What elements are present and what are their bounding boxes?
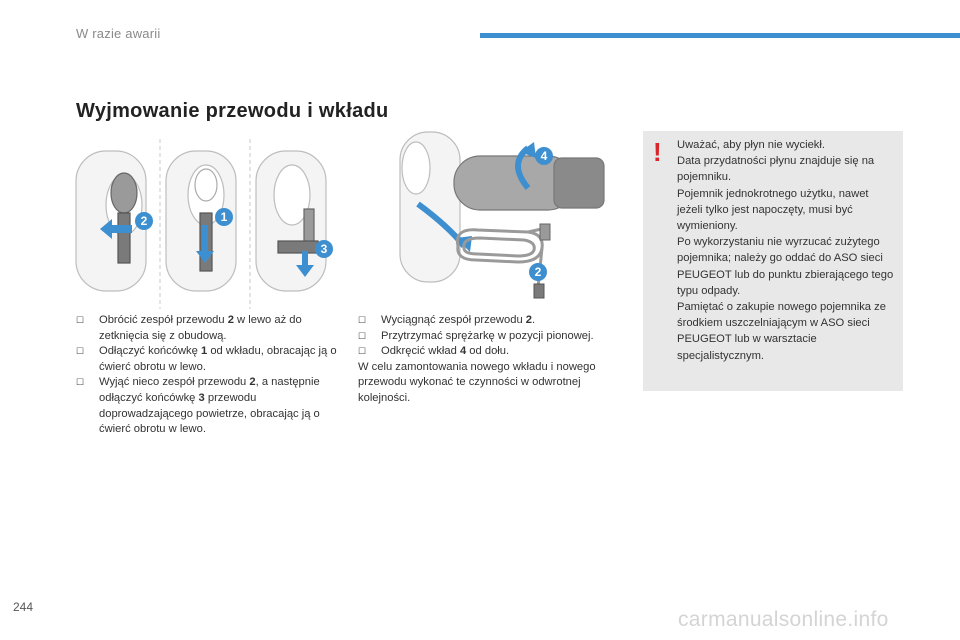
header-accent-bar — [480, 33, 960, 38]
step-item: ☐ Przytrzymać sprężarkę w pozycji pionowej. — [358, 329, 628, 345]
watermark: carmanualsonline.info — [678, 608, 889, 631]
callout-2-mid: 2 — [534, 265, 542, 279]
warning-icon: ! — [653, 137, 662, 167]
callout-1: 1 — [220, 210, 228, 224]
checkbox-icon: ☐ — [76, 315, 85, 325]
reassembly-note: W celu zamontowania nowego wkładu i nowego przewodu wykonać te czynności w odwrotnej kolejności. — [358, 360, 596, 404]
callout-4: 4 — [540, 149, 548, 163]
hose-removal-illustration — [74, 133, 346, 313]
warning-paragraph: Data przydatności płynu znajduje się na pojemniku. — [677, 155, 875, 184]
warning-paragraph: Po wykorzystaniu nie wyrzucać zużytego pojemnika; należy go oddać do ASO sieci PEUGEOT lub do punktu zbierającego tego typu odpady. — [677, 236, 894, 297]
step-item: ☐ Obrócić zespół przewodu 2 w lewo aż do zetknięcia się z obudową. — [76, 314, 302, 342]
warning-paragraph: Uważać, aby płyn nie wyciekł. — [677, 139, 825, 151]
warning-text — [677, 137, 897, 364]
checkbox-icon: ☐ — [358, 346, 367, 357]
page-title: Wyjmowanie przewodu i wkładu — [76, 100, 389, 122]
checkbox-icon: ☐ — [76, 346, 85, 357]
step-item: ☐ Odłączyć końcówkę 1 od wkładu, obracając ją o ćwierć obrotu w lewo. — [76, 345, 337, 373]
step-item: ☐ Wyjąć nieco zespół przewodu 2, a następnie odłączyć końcówkę 3 przewodu doprowadzającego powietrze, obracając ją o ćwierć obrotu w lewo. — [76, 376, 320, 436]
callout-3: 3 — [320, 242, 328, 256]
step-item: ☐ Odkręcić wkład 4 od dołu. — [358, 344, 628, 360]
callout-2-left: 2 — [140, 214, 148, 228]
step-item: ☐ Wyciągnąć zespół przewodu 2. — [358, 313, 628, 329]
section-name: W razie awarii — [76, 26, 161, 41]
warning-paragraph: Pamiętać o zakupie nowego pojemnika ze środkiem uszczelniającym w ASO sieci PEUGEOT lub w warsztacie specjalistycznym. — [677, 301, 886, 362]
checkbox-icon: ☐ — [358, 315, 367, 325]
checkbox-icon: ☐ — [358, 330, 367, 341]
steps-mid — [358, 313, 628, 407]
page-number: 244 — [13, 600, 34, 614]
checkbox-icon: ☐ — [76, 377, 85, 388]
warning-paragraph: Pojemnik jednokrotnego użytku, nawet jeżeli tylko jest napoczęty, musi być wymieniony. — [677, 187, 869, 233]
warning-box — [643, 131, 903, 391]
steps-left — [76, 313, 346, 438]
cartridge-removal-illustration — [358, 128, 624, 308]
